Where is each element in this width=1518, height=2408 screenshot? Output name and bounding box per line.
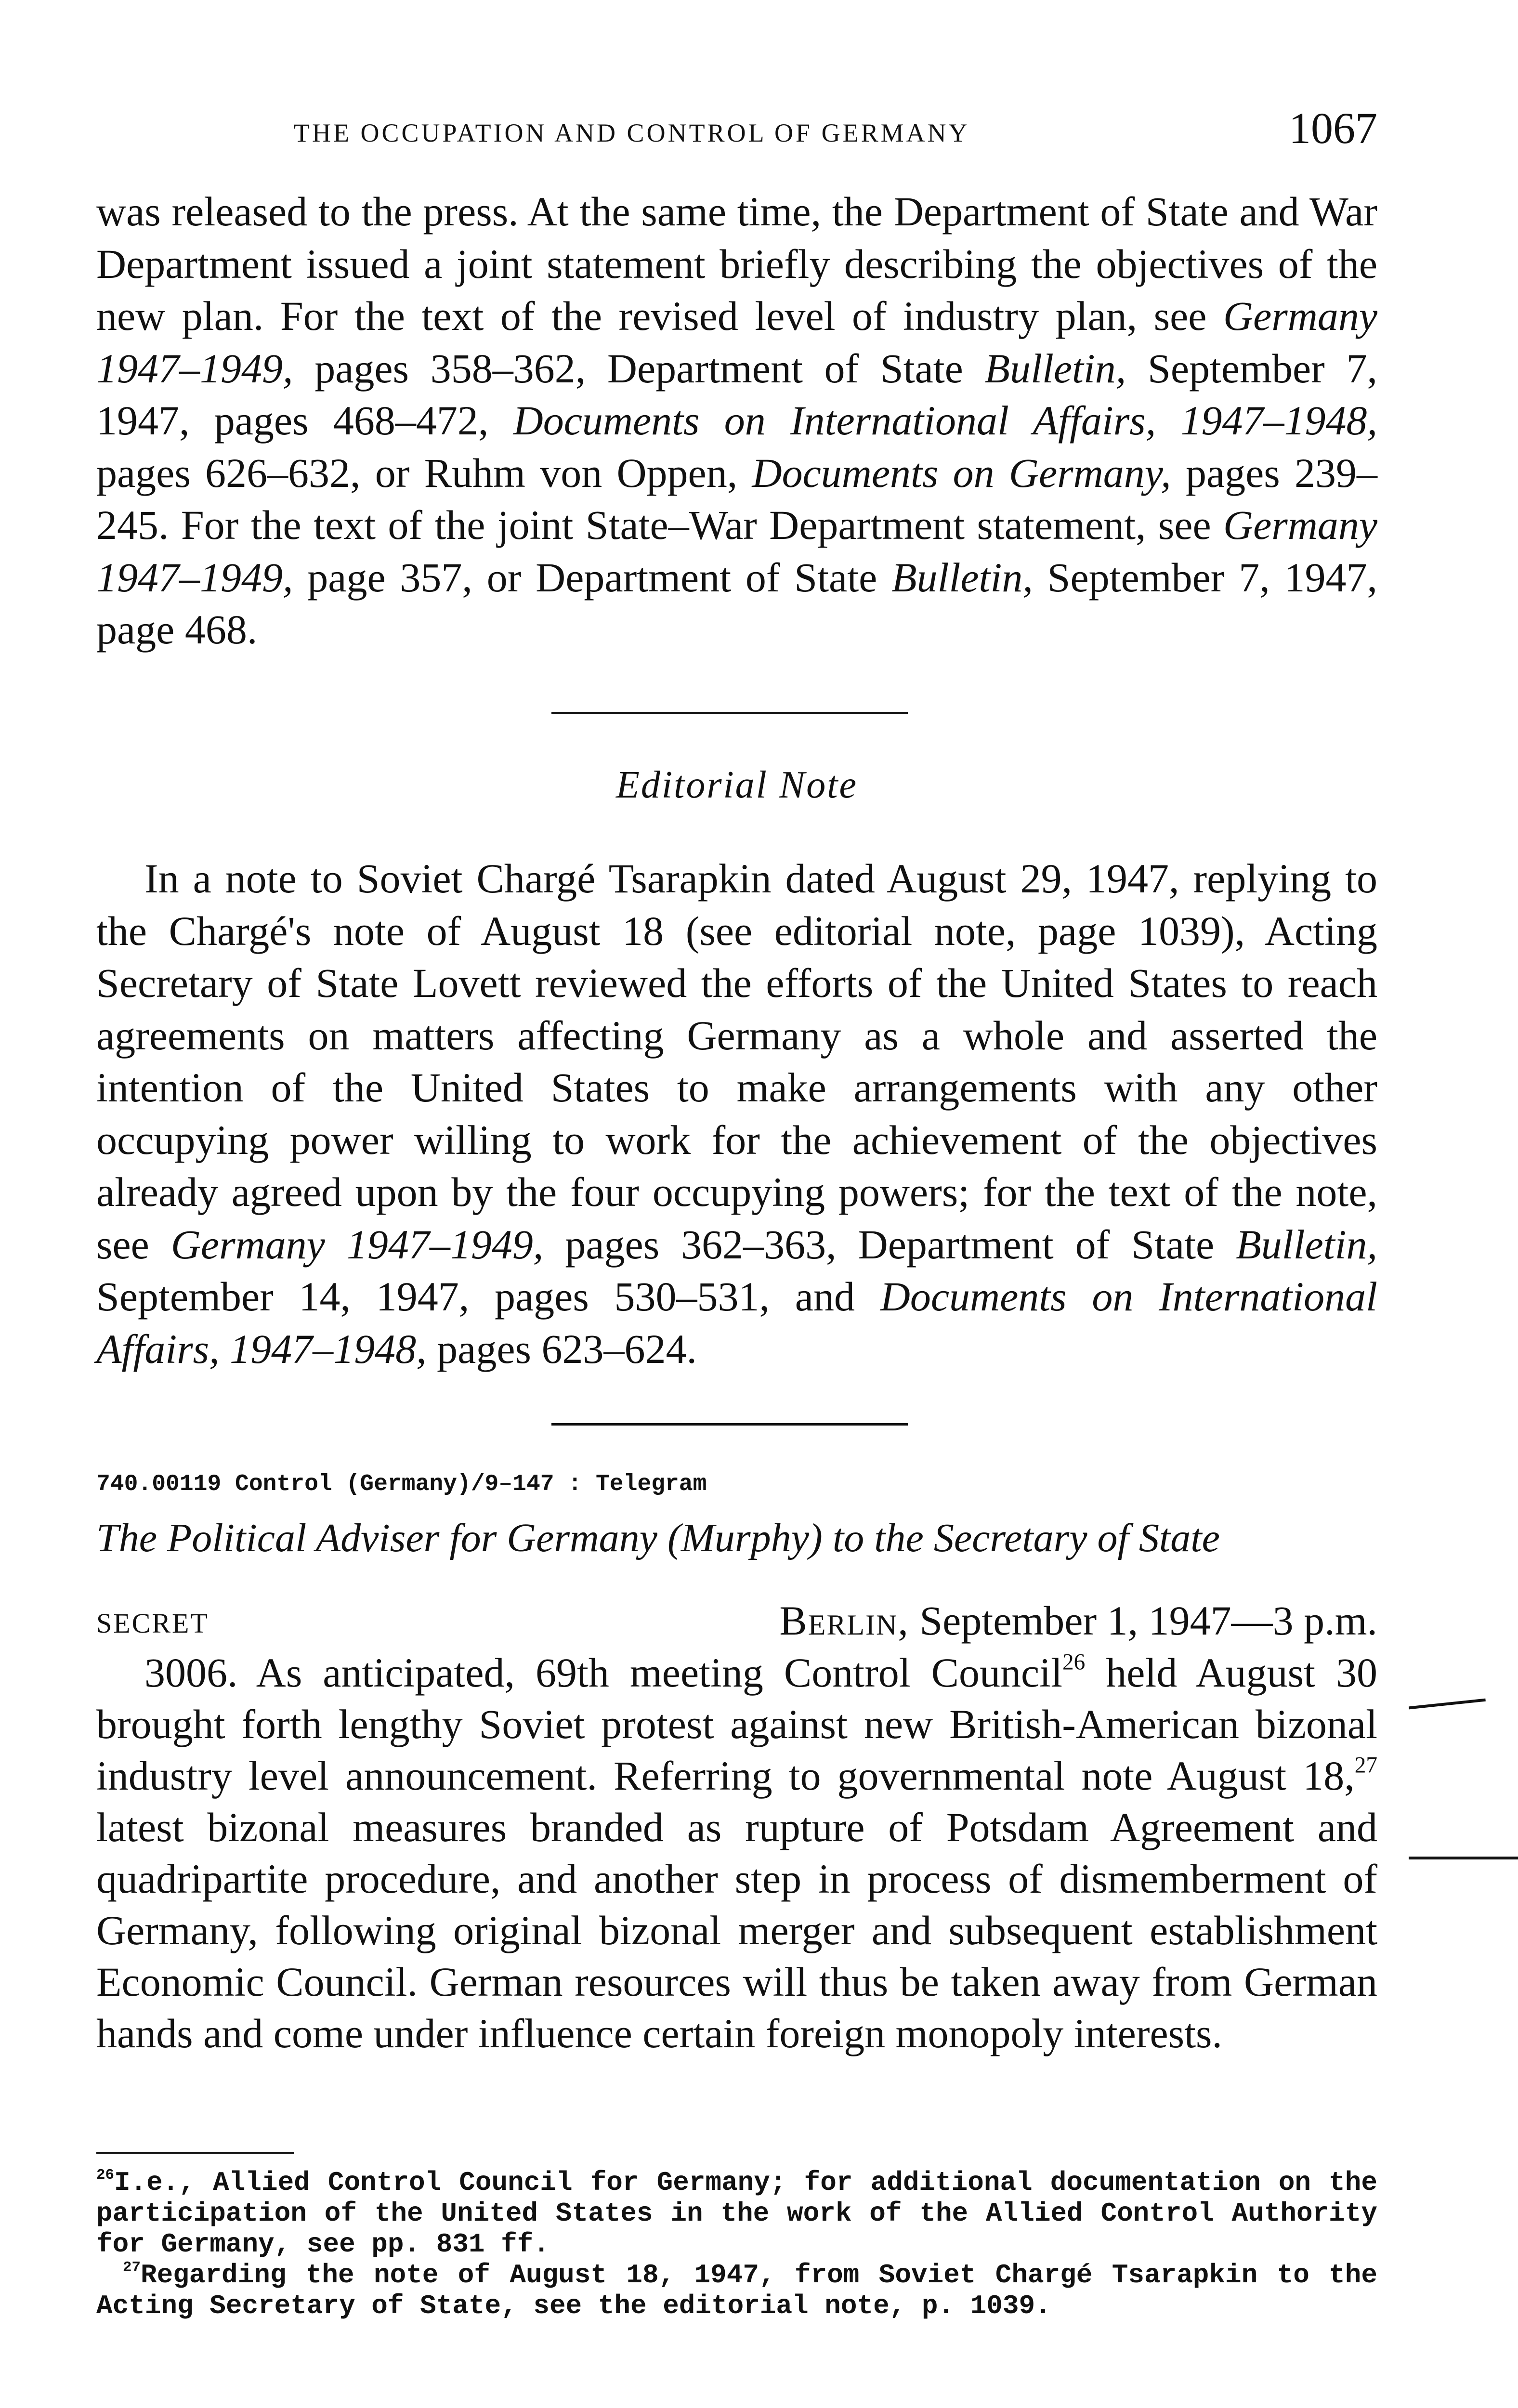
- paragraph-text: September 7, 1947, pages 468–472,: [96, 345, 1377, 444]
- margin-mark: [1409, 1857, 1518, 1859]
- publication-title: Documents on Germany,: [752, 449, 1171, 496]
- footnote-26: [96, 2167, 1377, 2260]
- publication-title: Bulletin,: [1236, 1221, 1377, 1268]
- paragraph-text: September 7, 1947, page 468.: [96, 554, 1377, 653]
- file-reference: 740.00119 Control (Germany)/9–147 : Telegram: [96, 1471, 707, 1497]
- paragraph-text: 3006. As anticipated, 69th meeting Control Council: [144, 1649, 1062, 1696]
- dateline: [96, 1597, 1377, 1649]
- publication-title: Germany 1947–1949,: [96, 502, 1377, 601]
- classification-label: SECRET: [96, 1608, 209, 1639]
- heading-part: The Political Adviser for Germany: [96, 1516, 657, 1560]
- footnote-rule: [96, 2152, 294, 2154]
- footnote-text: Regarding the note of August 18, 1947, from Soviet Chargé Tsarapkin to the Acting Secretary of State, see the editorial note, p. 1039.: [96, 2260, 1377, 2321]
- section-divider: [551, 1423, 908, 1426]
- paragraph-text: pages 239–245. For the text of the joint State–War Department statement, see: [96, 449, 1377, 548]
- document-heading: [96, 1515, 1377, 1561]
- footnote-text: I.e., Allied Control Council for Germany; for additional documentation on the participation of the United States in the work of the Allied Control Authority for Germany, see pp. 831 ff.: [96, 2167, 1377, 2260]
- footnote-marker: 27: [123, 2259, 141, 2276]
- page-number: 1067: [1289, 104, 1377, 153]
- paragraph-text: was released to the press. At the same time, the Department of State and War Department issued a joint statement briefly describing the objectives of the new plan. For the text of the revised level of industry plan, see: [96, 188, 1377, 339]
- date: September 1, 1947—3 p.m.: [909, 1597, 1377, 1644]
- paragraph-text: pages 623–624.: [426, 1325, 697, 1372]
- place: Berlin,: [779, 1597, 909, 1644]
- section-divider: [551, 712, 908, 714]
- paragraph-text: latest bizonal measures branded as rupture of Potsdam Agreement and quadripartite procedure, and another step in process of dismemberment of Germany, following original bizonal merger and subsequent establishment Economic Council. German resources will thus be taken away from German hands and come under influence certain foreign monopoly interests.: [96, 1804, 1377, 2056]
- editorial-note-paragraph: [96, 852, 1377, 1375]
- margin-mark: [1409, 1699, 1486, 1710]
- paragraph-text: September 14, 1947, pages 530–531, and: [96, 1273, 880, 1320]
- place-and-date: [779, 1597, 1377, 1645]
- telegram-body: [96, 1647, 1377, 2059]
- publication-title: Bulletin,: [891, 554, 1033, 601]
- publication-title: Germany 1947–1949,: [96, 293, 1377, 392]
- paragraph-text: pages 362–363, Department of State: [543, 1221, 1236, 1268]
- heading-part: to the Secretary of State: [832, 1516, 1220, 1560]
- publication-title: Documents on International Affairs, 1947–1948,: [513, 397, 1377, 444]
- paragraph-text: page 357, or Department of State: [293, 554, 892, 601]
- footnote-27: [96, 2260, 1377, 2321]
- paragraph-text: pages 626–632, or Ruhm von Oppen,: [96, 449, 752, 496]
- publication-title: Germany 1947–1949,: [170, 1221, 544, 1268]
- footnote-reference[interactable]: 26: [1062, 1649, 1086, 1675]
- heading-part: (Murphy): [667, 1516, 823, 1560]
- continued-paragraph: [96, 185, 1377, 656]
- editorial-note-heading: Editorial Note: [616, 764, 858, 806]
- footnote-marker: 26: [96, 2166, 114, 2184]
- footnotes: [96, 2167, 1377, 2321]
- publication-title: Documents on International Affairs, 1947–1948,: [96, 1273, 1377, 1372]
- paragraph-text: held August 30 brought forth lengthy Soviet protest against new British-American bizonal industry level announcement. Referring to governmental note August 18,: [96, 1649, 1378, 1799]
- paragraph-text: In a note to Soviet Chargé Tsarapkin dated August 29, 1947, replying to the Chargé's note of August 18 (see editorial note, page 1039), Acting Secretary of State Lovett reviewed the efforts of the United States to reach agreements on matters affecting Germany as a whole and asserted the intention of the United States to make arrangements with any other occupying power willing to work for the achievement of the objectives already agreed upon by the four occupying powers; for the text of the note, see: [96, 855, 1377, 1268]
- running-header: [96, 99, 1377, 157]
- publication-title: Bulletin,: [984, 345, 1126, 392]
- footnote-reference[interactable]: 27: [1354, 1753, 1377, 1778]
- running-title: THE OCCUPATION AND CONTROL OF GERMANY: [294, 118, 970, 147]
- paragraph-text: pages 358–362, Department of State: [293, 345, 985, 392]
